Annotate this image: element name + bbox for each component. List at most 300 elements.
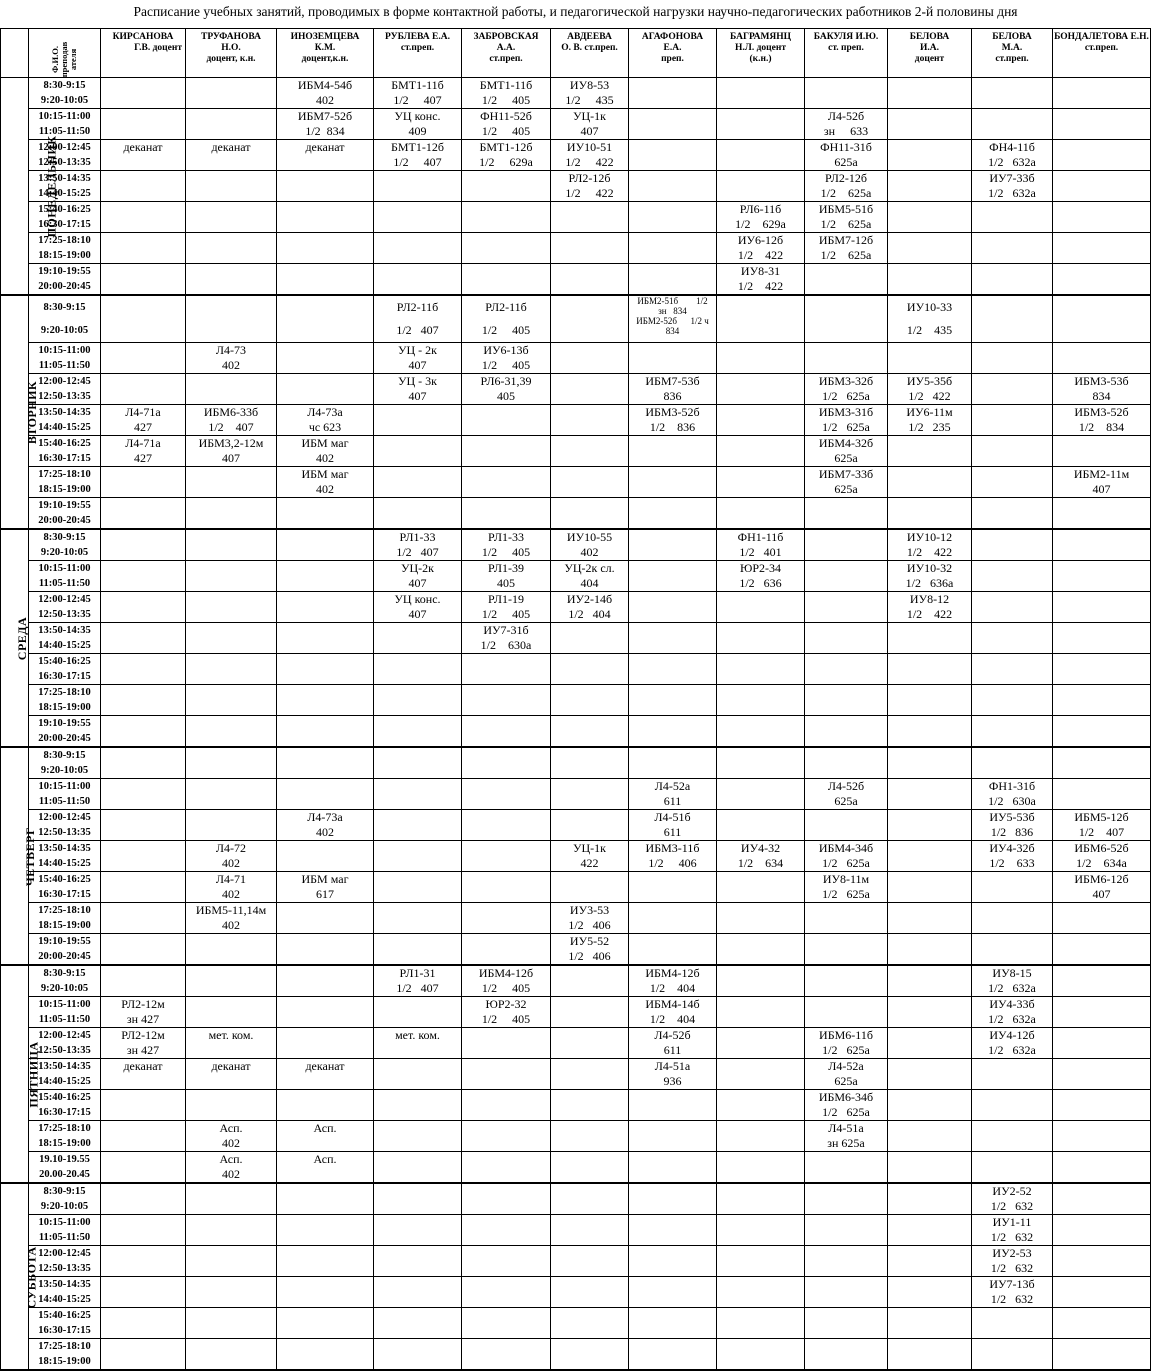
schedule-cell	[551, 810, 629, 841]
time-range: 14:40-15:25	[38, 858, 91, 869]
header-row	[1, 29, 1151, 78]
schedule-cell	[888, 171, 972, 202]
schedule-cell	[717, 779, 805, 810]
schedule-cell	[551, 171, 629, 202]
schedule-cell	[805, 1277, 888, 1308]
schedule-cell	[462, 295, 551, 343]
schedule-cell	[629, 1215, 717, 1246]
time-slot-row	[1, 810, 1151, 841]
time-cell	[29, 841, 101, 872]
class-entry-line: 402	[222, 1167, 240, 1181]
schedule-cell	[717, 343, 805, 374]
schedule-cell	[972, 1121, 1053, 1152]
schedule-cell	[277, 747, 374, 779]
schedule-cell	[186, 436, 277, 467]
class-entry-line: ИБМ5-51б	[818, 202, 874, 216]
schedule-cell	[888, 685, 972, 716]
class-entry-line: ИБМ4-14б	[645, 997, 700, 1011]
schedule-cell	[972, 233, 1053, 264]
schedule-cell	[277, 841, 374, 872]
class-entry-line: ИБМ маг	[301, 467, 349, 481]
schedule-cell	[888, 109, 972, 140]
time-cell	[29, 623, 101, 654]
schedule-cell	[277, 1277, 374, 1308]
schedule-cell	[972, 934, 1053, 966]
class-entry-line: 611	[663, 825, 682, 839]
class-entry-line: ИУ2-52	[992, 1184, 1032, 1198]
schedule-cell	[888, 1090, 972, 1121]
time-slot-row	[1, 374, 1151, 405]
schedule-cell	[277, 264, 374, 296]
schedule-cell	[972, 810, 1053, 841]
schedule-cell	[101, 374, 186, 405]
schedule-cell	[551, 841, 629, 872]
time-range: 20.00-20.45	[39, 1169, 90, 1180]
schedule-cell	[805, 654, 888, 685]
schedule-cell	[186, 233, 277, 264]
schedule-cell	[888, 295, 972, 343]
class-entry-line: ИБМ маг	[301, 872, 349, 886]
class-entry-line: 1/2 625а	[822, 389, 870, 403]
class-entry-line: УЦ - 2к	[398, 343, 437, 357]
schedule-cell	[1053, 1215, 1151, 1246]
teacher-initials: О. В. ст.преп.	[561, 43, 618, 53]
schedule-cell	[629, 716, 717, 748]
class-entry-line: ИУ4-32б	[989, 841, 1035, 855]
class-entry-line: 1/2 405	[481, 124, 531, 138]
time-range: 13:50-14:35	[38, 843, 91, 854]
schedule-cell	[186, 997, 277, 1028]
teacher-name: БЕЛОВА	[909, 32, 950, 42]
time-range: 14:40-15:25	[38, 1294, 91, 1305]
schedule-cell	[972, 109, 1053, 140]
schedule-cell	[101, 1090, 186, 1121]
class-entry-line: Л4-51а	[654, 1059, 691, 1073]
time-slot-row	[1, 1183, 1151, 1215]
schedule-cell	[629, 529, 717, 561]
class-entry-line: ИУ2-53	[992, 1246, 1032, 1260]
class-entry-line: 1/2 404	[649, 981, 696, 995]
class-entry-line: ИУ10-51	[566, 140, 613, 154]
teacher-header	[717, 29, 805, 78]
schedule-cell	[717, 140, 805, 171]
time-range: 12:00-12:45	[38, 1030, 91, 1041]
time-slot-row	[1, 233, 1151, 264]
schedule-cell	[629, 405, 717, 436]
schedule-cell	[972, 1090, 1053, 1121]
time-range: 14:40-15:25	[38, 188, 91, 199]
schedule-cell	[1053, 1090, 1151, 1121]
schedule-cell	[277, 1246, 374, 1277]
class-entry-line: РЛ1-31	[399, 966, 436, 980]
schedule-cell	[277, 1339, 374, 1371]
schedule-cell	[277, 171, 374, 202]
schedule-cell	[1053, 561, 1151, 592]
class-entry-line: 402	[222, 358, 240, 372]
schedule-cell	[972, 467, 1053, 498]
schedule-cell	[805, 997, 888, 1028]
time-range: 10:15-11:00	[38, 111, 91, 122]
class-entry-line: 1/2 834	[305, 124, 345, 138]
schedule-table	[0, 28, 1151, 1371]
teacher-initials: К.М.	[314, 43, 336, 53]
schedule-cell	[101, 78, 186, 109]
schedule-cell	[186, 467, 277, 498]
time-range: 15:40-16:25	[38, 204, 91, 215]
time-range: 17:25-18:10	[38, 905, 91, 916]
schedule-cell	[186, 295, 277, 343]
schedule-cell	[462, 343, 551, 374]
schedule-cell	[551, 965, 629, 997]
class-entry-line: 625а	[834, 451, 858, 465]
schedule-cell	[1053, 903, 1151, 934]
class-entry-line: 1/2 632	[990, 1292, 1034, 1306]
schedule-cell	[551, 779, 629, 810]
schedule-cell	[629, 78, 717, 109]
teacher-initials: Н.О.	[221, 43, 241, 53]
schedule-cell	[462, 374, 551, 405]
schedule-cell	[277, 561, 374, 592]
class-entry-line: ИУ7-13б	[989, 1277, 1035, 1291]
teacher-name: АГАФОНОВА	[641, 32, 704, 42]
schedule-cell	[186, 140, 277, 171]
class-entry-line: 1/2 407	[1078, 825, 1125, 839]
class-entry-line: ИУ5-52	[569, 934, 610, 948]
schedule-cell	[629, 498, 717, 530]
time-cell	[29, 1121, 101, 1152]
teacher-position: (к.н.)	[749, 54, 772, 64]
time-cell	[29, 1339, 101, 1371]
time-range: 15:40-16:25	[38, 874, 91, 885]
schedule-cell	[1053, 934, 1151, 966]
schedule-cell	[888, 965, 972, 997]
time-range: 15:40-16:25	[38, 656, 91, 667]
class-entry-line: РЛ2-12м	[121, 997, 165, 1011]
schedule-cell	[888, 405, 972, 436]
time-range: 18:15-19:00	[38, 1356, 91, 1367]
schedule-cell	[717, 374, 805, 405]
schedule-cell	[717, 1028, 805, 1059]
schedule-cell	[629, 1121, 717, 1152]
day-label-cell	[1, 529, 29, 747]
class-entry-line: 1/2 422	[908, 389, 951, 403]
schedule-cell	[462, 202, 551, 233]
schedule-cell	[717, 934, 805, 966]
class-entry-line: 1/2 407	[396, 323, 439, 337]
schedule-cell	[805, 405, 888, 436]
schedule-cell	[1053, 78, 1151, 109]
schedule-cell	[551, 1152, 629, 1184]
schedule-cell	[551, 109, 629, 140]
day-label: СУББОТА	[24, 1245, 39, 1309]
schedule-cell	[629, 295, 717, 343]
class-entry-line: 1/2 636	[739, 576, 782, 590]
schedule-cell	[1053, 654, 1151, 685]
schedule-cell	[374, 1277, 462, 1308]
schedule-cell	[972, 747, 1053, 779]
schedule-cell	[629, 343, 717, 374]
class-entry-line: Л4-52б	[827, 779, 865, 793]
time-cell	[29, 1308, 101, 1339]
time-range: 12:50-13:35	[38, 609, 91, 620]
schedule-cell	[186, 1121, 277, 1152]
time-range: 19:10-19:55	[38, 266, 91, 277]
schedule-cell	[629, 997, 717, 1028]
teacher-name: РУБЛЕВА Е.А.	[385, 32, 450, 42]
schedule-cell	[888, 623, 972, 654]
schedule-cell	[717, 78, 805, 109]
schedule-cell	[101, 264, 186, 296]
schedule-cell	[551, 140, 629, 171]
time-range: 11:05-11:50	[38, 126, 91, 137]
schedule-cell	[805, 965, 888, 997]
schedule-cell	[277, 1308, 374, 1339]
schedule-cell	[717, 529, 805, 561]
schedule-cell	[888, 78, 972, 109]
schedule-cell	[551, 467, 629, 498]
class-entry-line: 1/2 422	[906, 545, 953, 559]
schedule-cell	[888, 872, 972, 903]
schedule-cell	[101, 623, 186, 654]
time-slot-row	[1, 529, 1151, 561]
class-entry-line: 1/2 632а	[988, 155, 1036, 169]
class-entry-line: ИУ7-31б	[483, 623, 529, 637]
schedule-cell	[551, 623, 629, 654]
time-slot-row	[1, 592, 1151, 623]
schedule-cell	[629, 841, 717, 872]
teacher-position: ст.преп.	[489, 54, 523, 64]
schedule-cell	[551, 1246, 629, 1277]
time-cell	[29, 529, 101, 561]
schedule-cell	[805, 1246, 888, 1277]
schedule-cell	[888, 747, 972, 779]
class-entry-line: ФН11-52б	[480, 109, 532, 123]
schedule-cell	[805, 1152, 888, 1184]
schedule-cell	[462, 747, 551, 779]
schedule-cell	[629, 109, 717, 140]
time-range: 18:15-19:00	[38, 250, 91, 261]
class-entry-line: ИУ10-12	[906, 530, 953, 544]
teacher-header	[101, 29, 186, 78]
schedule-cell	[551, 405, 629, 436]
schedule-cell	[374, 374, 462, 405]
schedule-cell	[717, 171, 805, 202]
schedule-cell	[186, 171, 277, 202]
teacher-name: БАКУЛЯ И.Ю.	[813, 32, 879, 42]
class-entry-line: 836	[663, 389, 682, 403]
schedule-cell	[717, 467, 805, 498]
teacher-initials: Н.Л. доцент	[735, 43, 786, 53]
schedule-cell	[374, 405, 462, 436]
class-entry-line: РЛ2-12м	[121, 1028, 165, 1042]
schedule-cell	[101, 903, 186, 934]
class-entry-line: РЛ2-12б	[568, 171, 611, 185]
time-range: 12:50-13:35	[38, 1263, 91, 1274]
class-entry-line: 1/2 405	[481, 545, 531, 559]
schedule-cell	[717, 623, 805, 654]
time-slot-row	[1, 716, 1151, 748]
schedule-cell	[462, 934, 551, 966]
schedule-cell	[101, 592, 186, 623]
class-entry-line: 1/2 422	[737, 279, 784, 293]
class-entry-line: ИБМ3-11б	[645, 841, 700, 855]
schedule-cell	[972, 1277, 1053, 1308]
schedule-cell	[374, 1339, 462, 1371]
schedule-cell	[805, 685, 888, 716]
time-slot-row	[1, 997, 1151, 1028]
schedule-cell	[1053, 529, 1151, 561]
schedule-cell	[1053, 592, 1151, 623]
schedule-cell	[1053, 233, 1151, 264]
class-entry-line: БМТ1-11б	[391, 78, 444, 92]
class-entry-line: УЦ конс.	[394, 592, 441, 606]
class-entry-line: ИБМ3,2-12м	[198, 436, 264, 450]
teacher-initials: А.А.	[496, 43, 516, 53]
time-slot-row	[1, 343, 1151, 374]
time-range: 16:30-17:15	[38, 671, 91, 682]
class-entry-line: УЦ-2к	[401, 561, 434, 575]
schedule-cell	[374, 436, 462, 467]
schedule-cell	[186, 1183, 277, 1215]
schedule-cell	[805, 623, 888, 654]
day-label-cell	[1, 295, 40, 529]
class-entry-line: РЛ1-33	[399, 530, 436, 544]
class-entry-line: Л4-73а	[307, 810, 343, 824]
time-range: 14:40-15:25	[38, 640, 91, 651]
time-range: 17:25-18:10	[38, 1123, 91, 1134]
schedule-cell	[1053, 1183, 1151, 1215]
schedule-cell	[374, 140, 462, 171]
schedule-cell	[1053, 295, 1151, 343]
time-range: 12:00-12:45	[38, 594, 91, 605]
schedule-cell	[101, 343, 186, 374]
schedule-cell	[551, 716, 629, 748]
class-entry-line: 1/2 407	[208, 420, 254, 434]
schedule-cell	[888, 1215, 972, 1246]
time-cell	[29, 779, 101, 810]
schedule-cell	[374, 654, 462, 685]
class-entry-line: ИБМ7-52б	[297, 109, 353, 123]
schedule-cell	[717, 498, 805, 530]
class-entry-line: УЦ конс.	[394, 109, 441, 123]
teacher-initials: ст.преп.	[1084, 43, 1119, 53]
schedule-cell	[972, 1183, 1053, 1215]
class-entry-line: Л4-71а	[125, 436, 161, 450]
schedule-cell	[972, 202, 1053, 233]
schedule-cell	[1053, 202, 1151, 233]
schedule-cell	[551, 233, 629, 264]
schedule-cell	[277, 779, 374, 810]
schedule-cell	[462, 810, 551, 841]
teacher-header	[374, 29, 462, 78]
time-cell	[29, 561, 101, 592]
schedule-cell	[277, 343, 374, 374]
schedule-cell	[462, 405, 551, 436]
schedule-cell	[277, 374, 374, 405]
class-entry-line: Асп.	[219, 1152, 243, 1166]
time-range: 17:25-18:10	[38, 1341, 91, 1352]
schedule-cell	[277, 903, 374, 934]
time-range: 12:00-12:45	[38, 812, 91, 823]
schedule-cell	[374, 1215, 462, 1246]
schedule-cell	[186, 1277, 277, 1308]
time-range: 19:10-19:55	[38, 718, 91, 729]
time-slot-row	[1, 685, 1151, 716]
teacher-name-header	[29, 29, 101, 78]
schedule-cell	[186, 343, 277, 374]
schedule-cell	[972, 1246, 1053, 1277]
class-entry-line: Асп.	[313, 1121, 337, 1135]
schedule-cell	[101, 1246, 186, 1277]
schedule-cell	[462, 1246, 551, 1277]
time-slot-row	[1, 561, 1151, 592]
time-range: 14:40-15:25	[38, 1076, 91, 1087]
schedule-cell	[629, 1277, 717, 1308]
schedule-cell	[972, 903, 1053, 934]
class-entry-line: РЛ6-31,39	[480, 374, 532, 388]
schedule-cell	[888, 343, 972, 374]
class-entry-line: 1/2 422	[565, 155, 614, 169]
time-range: 9:20-10:05	[40, 765, 89, 776]
schedule-cell	[972, 779, 1053, 810]
schedule-cell	[101, 716, 186, 748]
schedule-cell	[374, 841, 462, 872]
class-entry-line: 611	[663, 1043, 682, 1057]
schedule-cell	[805, 295, 888, 343]
teacher-initials: Г.В. доцент	[134, 43, 182, 53]
schedule-cell	[374, 467, 462, 498]
class-entry-line: УЦ - 3к	[398, 374, 437, 388]
class-entry-line: 1/2 405	[481, 981, 531, 995]
teacher-header	[186, 29, 277, 78]
class-entry-line: ИБМ маг	[301, 436, 349, 450]
class-entry-line: ИБМ6-52б	[1074, 841, 1129, 855]
time-range: 16:30-17:15	[38, 1107, 91, 1118]
schedule-cell	[374, 1028, 462, 1059]
schedule-cell	[888, 1308, 972, 1339]
time-range: 15:40-16:25	[38, 438, 91, 449]
schedule-cell	[1053, 1121, 1151, 1152]
class-entry-line: ИУ2-14б	[566, 592, 613, 606]
class-entry-line: 407	[408, 576, 427, 590]
class-entry-line: 1/2 632	[990, 1199, 1034, 1213]
schedule-cell	[462, 78, 551, 109]
schedule-cell	[374, 685, 462, 716]
schedule-cell	[1053, 872, 1151, 903]
schedule-cell	[186, 529, 277, 561]
schedule-cell	[551, 1090, 629, 1121]
schedule-cell	[805, 374, 888, 405]
class-entry-line: Л4-73а	[307, 405, 343, 419]
schedule-cell	[805, 1121, 888, 1152]
schedule-cell	[888, 1339, 972, 1371]
schedule-cell	[805, 1183, 888, 1215]
time-slot-row	[1, 1090, 1151, 1121]
schedule-cell	[972, 685, 1053, 716]
schedule-cell	[629, 1152, 717, 1184]
time-slot-row	[1, 747, 1151, 779]
schedule-cell	[551, 685, 629, 716]
schedule-cell	[888, 264, 972, 296]
class-entry-line: Л4-71	[215, 872, 247, 886]
schedule-cell	[186, 716, 277, 748]
schedule-cell	[972, 592, 1053, 623]
class-entry-line: Л4-51б	[654, 810, 691, 824]
teacher-header	[1053, 29, 1151, 78]
time-range: 11:05-11:50	[38, 1014, 91, 1025]
class-entry-line: 1/2 836	[649, 420, 696, 434]
time-slot-row	[1, 1121, 1151, 1152]
